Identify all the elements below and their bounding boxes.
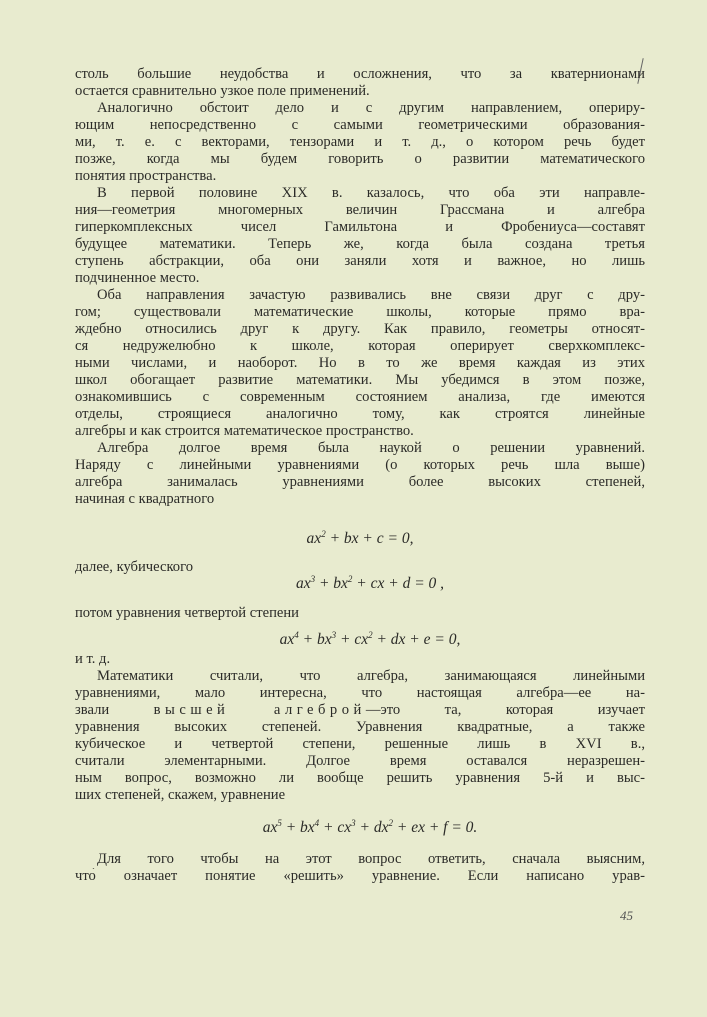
text-line: алгебра занималась уравнениями более высоких степеней,	[75, 474, 645, 490]
text-line: Математики считали, что алгебра, занимающаяся линейными	[97, 668, 645, 684]
text-line: Наряду с линейными уравнениями (о которых речь шла выше)	[75, 457, 645, 473]
equation-quintic: $ax^5 + bx^4 + cx^3 + dx^2$ + ex + f = 0.	[262, 818, 478, 836]
text-line: ждебно относились друг к другу. Как правило, геометры относят-	[75, 321, 645, 337]
text-line: начиная с квадратного	[75, 491, 215, 507]
text-line: и т. д.	[75, 651, 111, 667]
text-line: ших степеней, скажем, уравнение	[75, 787, 286, 803]
spaced-emphasis: алгеброй	[273, 702, 366, 718]
text-line: ступень абстракции, оба они заняли хотя и важное, но лишь	[75, 253, 645, 269]
text-line: Для того чтобы на этот вопрос ответить, сначала выясним,	[97, 851, 645, 867]
text-line: понятия пространства.	[75, 168, 217, 184]
text-line: ознакомившись с современным состоянием анализа, где имеются	[75, 389, 645, 405]
text-line: школ обогащает развитие математики. Мы убедимся в этом позже,	[75, 372, 645, 388]
text-block-5	[75, 851, 645, 885]
text-line: Оба направления зачастую развивались вне связи друг с дру-	[97, 287, 645, 303]
page-number: 45	[620, 908, 633, 923]
text-line: что́ означает понятие «решить» уравнение. Если написано урав-	[75, 868, 645, 884]
text-line: ными числами, и наоборот. Но в то же время каждая из этих	[75, 355, 645, 371]
text-line: будущее математики. Теперь же, когда была создана третья	[75, 236, 645, 252]
text-block-1	[75, 66, 645, 508]
text-line: отделы, строящиеся аналогично тому, как строятся линейные	[75, 406, 645, 422]
text-line: уравнения высоких степеней. Уравнения квадратные, а также	[75, 719, 645, 735]
text-line: подчиненное место.	[75, 270, 200, 286]
text-line	[75, 702, 645, 719]
text-line: ющим непосредственно с самыми геометрическими образования-	[75, 117, 645, 133]
equation-quadratic: $ax^2$ + bx + c = 0,	[306, 529, 414, 547]
text-fragment: —это та, которая изучает	[365, 702, 645, 718]
text-line: кубическое и четвертой степени, решенные лишь в XVI в.,	[75, 736, 645, 752]
text-fragment: звали	[75, 702, 110, 718]
text-line: ния—геометрия многомерных величин Грассмана и алгебра	[75, 202, 645, 218]
text-line: ным вопрос, возможно ли вообще решить уравнения 5-й и выс-	[75, 770, 645, 786]
text-line: уравнениями, мало интересна, что настоящая алгебра—ее на-	[75, 685, 645, 701]
text-line: Аналогично обстоит дело и с другим направлением, опериру-	[97, 100, 645, 116]
text-line: столь большие неудобства и осложнения, что за кватернионами	[75, 66, 645, 82]
text-line: гом; существовали математические школы, которые прямо вра-	[75, 304, 645, 320]
text-block-2	[75, 559, 645, 576]
text-line: считали элементарными. Долгое время оставался неразрешен-	[75, 753, 645, 769]
text-block-4	[75, 651, 645, 804]
text-line: алгебры и как строится математическое пространство.	[75, 423, 414, 439]
text-line: В первой половине XIX в. казалось, что оба эти направле-	[97, 185, 645, 201]
text-line: гиперкомплексных чисел Гамильтона и Фробениуса—составят	[75, 219, 645, 235]
equation-cubic: $ax^3 + bx^2$ + cx + d = 0 ,	[295, 574, 445, 592]
text-line: остается сравнительно узкое поле применений.	[75, 83, 370, 99]
text-line: потом уравнения четвертой степени	[75, 605, 299, 621]
text-line: далее, кубического	[75, 559, 194, 575]
text-line: ми, т. е. с векторами, тензорами и т. д., о котором речь будет	[75, 134, 645, 150]
text-line: ся недружелюбно к школе, которая оперирует сверхкомплекс-	[75, 338, 645, 354]
text-line: Алгебра долгое время была наукой о решении уравнений.	[97, 440, 645, 456]
text-line: позже, когда мы будем говорить о развитии математического	[75, 151, 645, 167]
equation-quartic: $ax^4 + bx^3 + cx^2$ + dx + e = 0,	[279, 630, 461, 648]
text-block-3	[75, 605, 645, 622]
spaced-emphasis: высшей	[153, 702, 230, 718]
